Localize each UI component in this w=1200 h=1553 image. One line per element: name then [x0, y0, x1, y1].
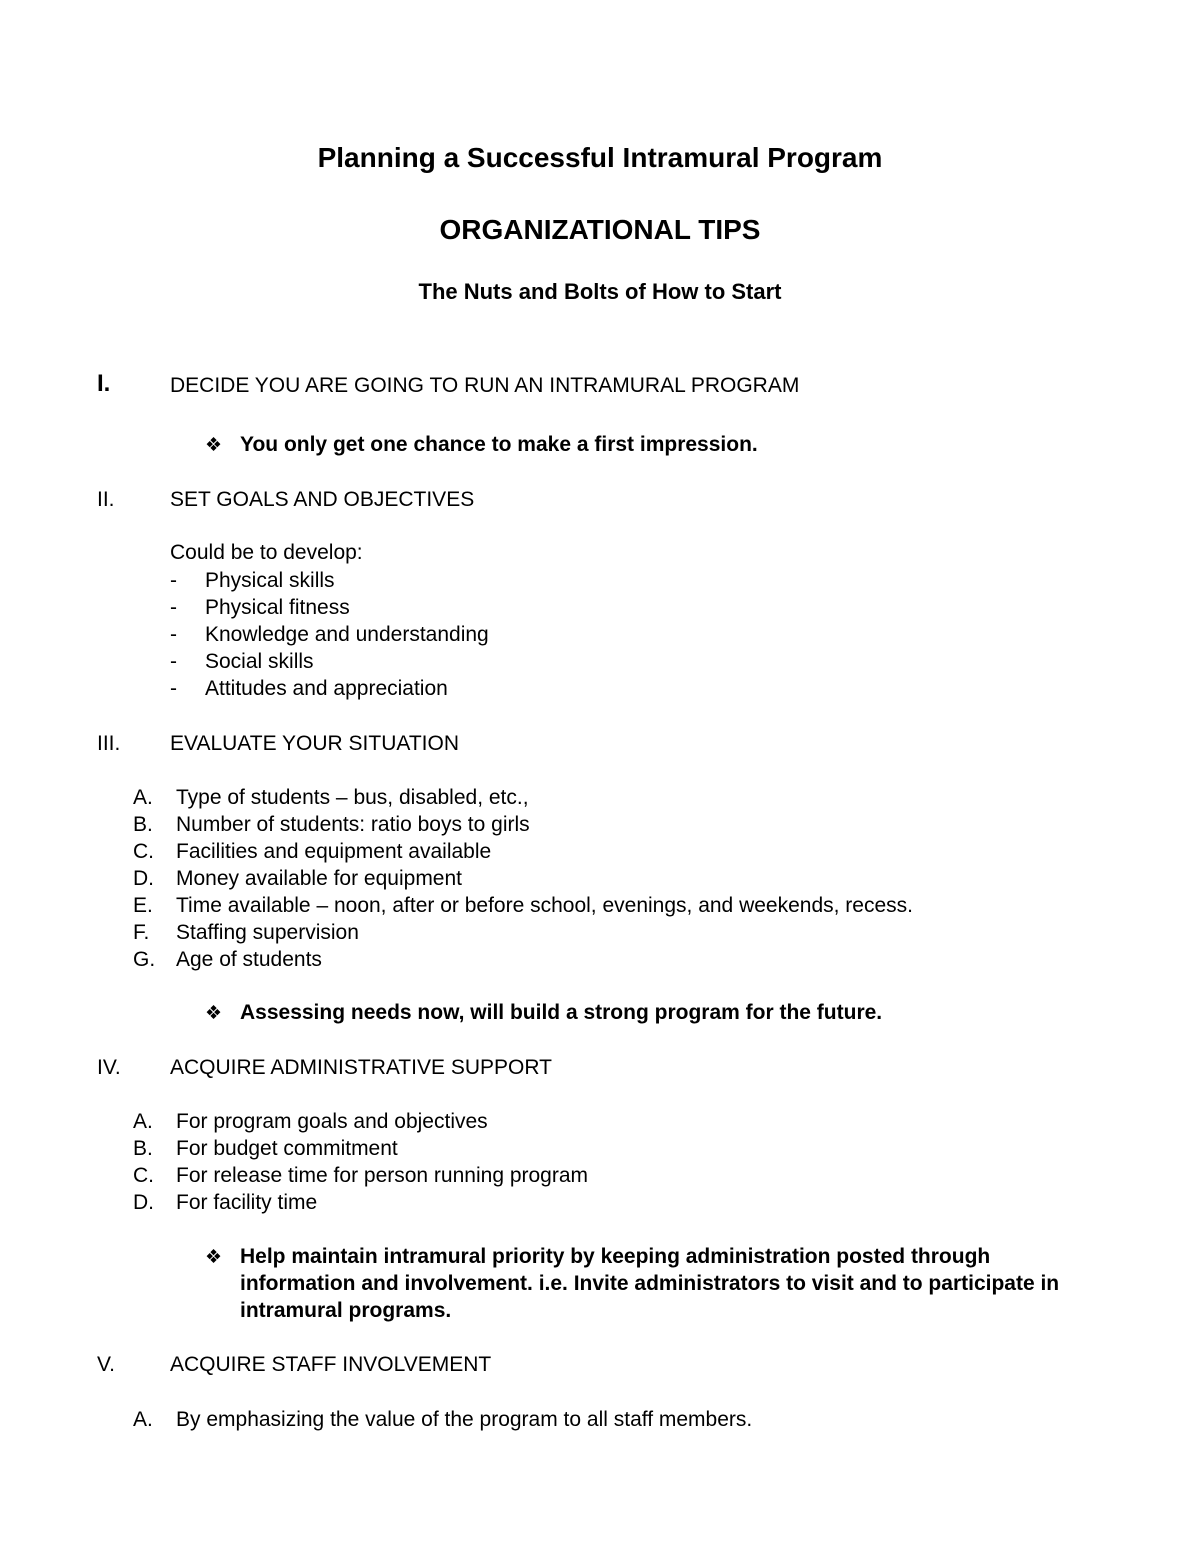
- list-item: Attitudes and appreciation: [205, 677, 448, 700]
- list-letter: C.: [133, 840, 154, 863]
- list-letter: B.: [133, 1137, 153, 1160]
- list-item: Age of students: [176, 948, 322, 971]
- section-numeral: I.: [97, 370, 111, 397]
- tip-text: Help maintain intramural priority by keeping administration posted through information and involvement. i.e. Invite administrators to visit and to participate in intramural programs.: [240, 1245, 1060, 1322]
- section-intro: Could be to develop:: [170, 541, 363, 564]
- section-heading: ACQUIRE ADMINISTRATIVE SUPPORT: [170, 1056, 552, 1079]
- list-item: For budget commitment: [176, 1137, 398, 1160]
- diamond-bullet-icon: ❖: [205, 1247, 223, 1268]
- list-item: Time available – noon, after or before school, evenings, and weekends, recess.: [176, 894, 913, 917]
- page-tagline: The Nuts and Bolts of How to Start: [418, 279, 782, 304]
- section-heading: ACQUIRE STAFF INVOLVEMENT: [170, 1353, 492, 1376]
- section-numeral: IV.: [97, 1056, 121, 1079]
- list-item: Facilities and equipment available: [176, 840, 492, 863]
- list-item: Physical fitness: [205, 596, 350, 619]
- page-subtitle: ORGANIZATIONAL TIPS: [439, 214, 761, 245]
- list-letter: A.: [133, 786, 153, 809]
- dash-marker: -: [170, 677, 177, 700]
- diamond-bullet-icon: ❖: [205, 435, 223, 456]
- list-item: By emphasizing the value of the program to all staff members.: [176, 1408, 753, 1431]
- tip-text: Assessing needs now, will build a strong program for the future.: [240, 1001, 883, 1024]
- list-item: For facility time: [176, 1191, 318, 1214]
- list-letter: A.: [133, 1110, 153, 1133]
- dash-marker: -: [170, 569, 177, 592]
- list-letter: D.: [133, 867, 154, 890]
- list-letter: F.: [133, 921, 150, 944]
- list-letter: A.: [133, 1408, 153, 1431]
- dash-marker: -: [170, 650, 177, 673]
- section-heading: EVALUATE YOUR SITUATION: [170, 732, 459, 755]
- list-letter: E.: [133, 894, 153, 917]
- dash-marker: -: [170, 596, 177, 619]
- list-item: Social skills: [205, 650, 314, 673]
- dash-marker: -: [170, 623, 177, 646]
- list-item: For release time for person running program: [176, 1164, 589, 1187]
- list-item: Money available for equipment: [176, 867, 463, 890]
- section-numeral: II.: [97, 488, 115, 511]
- list-letter: D.: [133, 1191, 154, 1214]
- section-heading: SET GOALS AND OBJECTIVES: [170, 488, 475, 511]
- list-item: Number of students: ratio boys to girls: [176, 813, 530, 836]
- section-heading: DECIDE YOU ARE GOING TO RUN AN INTRAMURAL PROGRAM: [170, 374, 800, 397]
- section-numeral: V.: [97, 1353, 115, 1376]
- list-item: Knowledge and understanding: [205, 623, 489, 646]
- list-letter: C.: [133, 1164, 154, 1187]
- list-item: Physical skills: [205, 569, 335, 592]
- list-item: Staffing supervision: [176, 921, 359, 944]
- diamond-bullet-icon: ❖: [205, 1003, 223, 1024]
- section-numeral: III.: [97, 732, 121, 755]
- list-item: For program goals and objectives: [176, 1110, 488, 1133]
- list-letter: G.: [133, 948, 156, 971]
- page-title: Planning a Successful Intramural Program: [317, 142, 883, 173]
- list-item: Type of students – bus, disabled, etc.,: [176, 786, 529, 809]
- tip-text: You only get one chance to make a first impression.: [240, 433, 758, 456]
- list-letter: B.: [133, 813, 153, 836]
